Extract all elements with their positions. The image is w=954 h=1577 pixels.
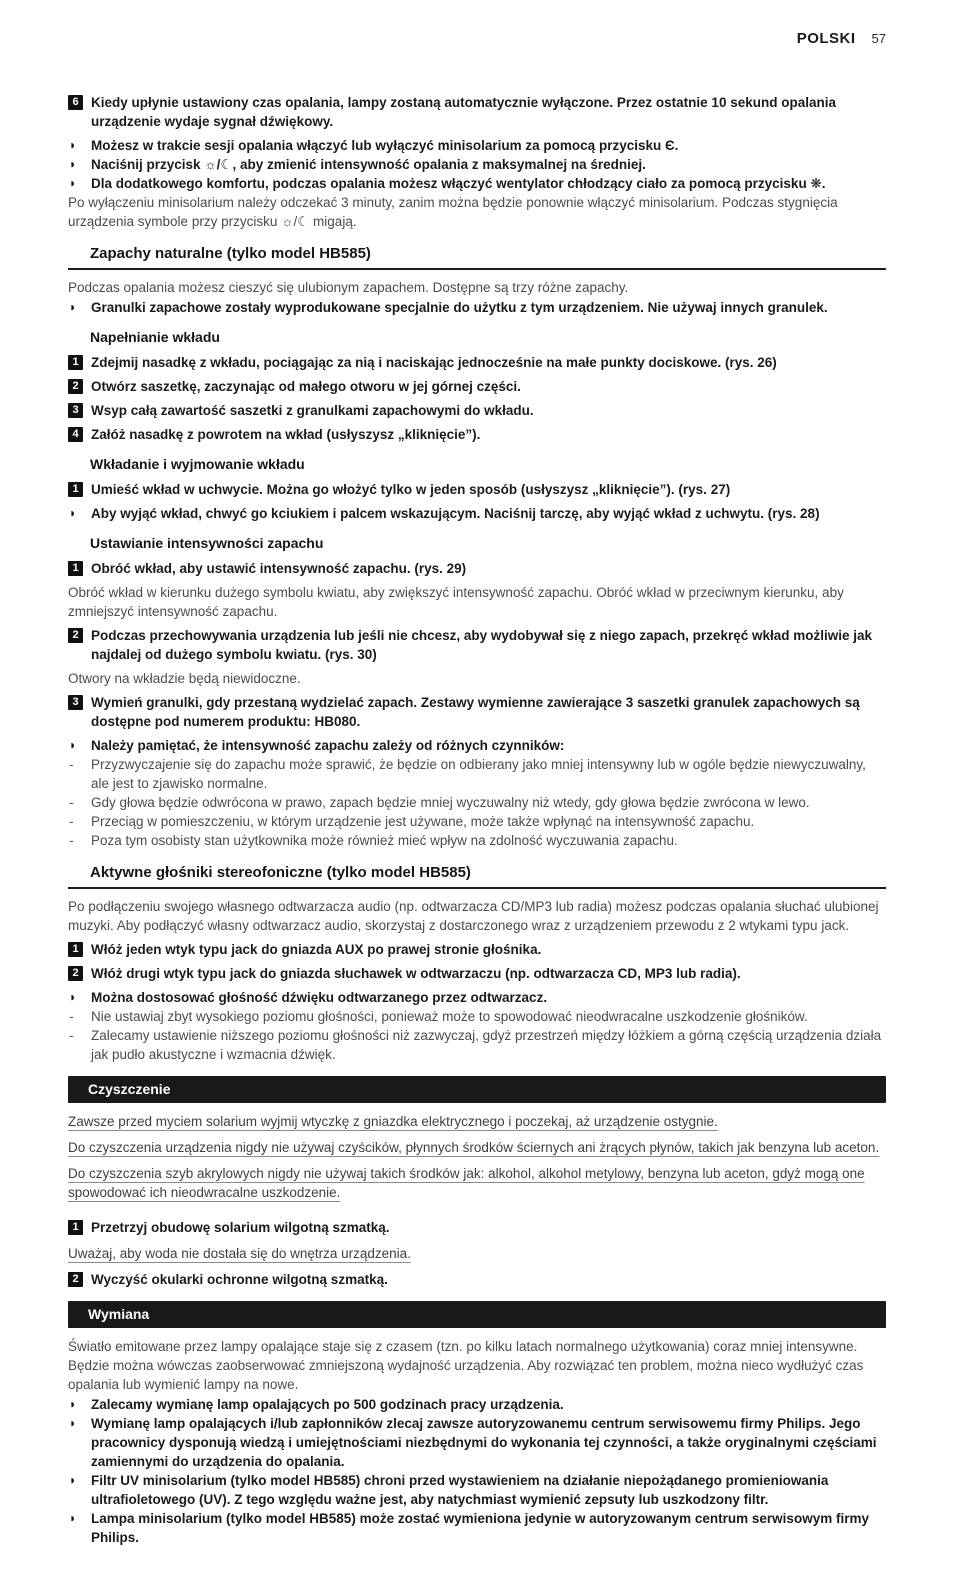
dash-icon: - xyxy=(69,1028,74,1043)
instruction-step xyxy=(68,480,886,499)
spacer xyxy=(68,1209,886,1213)
bullet-icon: ◗ xyxy=(69,138,77,152)
bullet-icon: ◗ xyxy=(69,157,77,171)
sub-heading: Wkładanie i wyjmowanie wkładu xyxy=(90,456,305,472)
step-number-badge: 6 xyxy=(68,95,83,110)
section-bar-heading: Wymiana xyxy=(68,1301,886,1328)
dash-icon: - xyxy=(69,1009,74,1024)
step-number-badge: 3 xyxy=(68,403,83,418)
bullet-text: Można dostosować głośność dźwięku odtwarzanego przez odtwarzacz. xyxy=(91,990,548,1005)
note-bullet xyxy=(68,1509,886,1547)
dash-item xyxy=(68,1026,886,1064)
bullet-icon: ◗ xyxy=(69,1397,77,1411)
body-paragraph: Po podłączeniu swojego własnego odtwarzacza audio (np. odtwarzacza CD/MP3 lub radia) możesz podczas opalania słuchać ulubionej muzyki. Aby podłączyć własny odtwarzacz audio, skorzystaj z dostarczonego wraz z urządzeniem przewodu z 2 wtykami typu jack. xyxy=(68,899,879,933)
step-text: Wsyp całą zawartość saszetki z granulkami zapachowymi do wkładu. xyxy=(91,403,534,418)
step-number-badge: 1 xyxy=(68,942,83,957)
bullet-icon: ◗ xyxy=(69,506,77,520)
bullet-text: Filtr UV minisolarium (tylko model HB585) chroni przed wystawieniem na działanie niepożądanego promieniowania ultrafioletowego (UV). Z tego względu ważne jest, aby natychmiast wymienić zepsuty lub uszkodzony filtr. xyxy=(91,1473,829,1507)
step-number-badge: 1 xyxy=(68,355,83,370)
bullet-text: Granulki zapachowe zostały wyprodukowane specjalnie do użytku z tym urządzeniem. Nie używaj innych granulek. xyxy=(91,300,828,315)
step-number-badge: 2 xyxy=(68,628,83,643)
bullet-text: Dla dodatkowego komfortu, podczas opalania możesz włączyć wentylator chłodzący ciało za pomocą przycisku ❋. xyxy=(91,176,826,191)
warning-text: Uważaj, aby woda nie dostała się do wnętrza urządzenia. xyxy=(68,1246,411,1261)
instruction-step xyxy=(68,1218,886,1237)
section-heading: Aktywne głośniki stereofoniczne (tylko model HB585) xyxy=(68,864,886,889)
instruction-step xyxy=(68,559,886,578)
bullet-icon: ◗ xyxy=(69,300,77,314)
body-paragraph: Otwory na wkładzie będą niewidoczne. xyxy=(68,671,301,686)
dash-icon: - xyxy=(69,833,74,848)
body-paragraph: Światło emitowane przez lampy opalające staje się z czasem (tzn. po kilku latach normalnego użytkowania) coraz mniej intensywne. Będzie można wówczas zaobserwować zmniejszoną wydajność urządzenia. Aby rozwiązać ten problem, można nieco wydłużyć czas opalania lub wymienić lampy na nowe. xyxy=(68,1339,864,1392)
bullet-text: Aby wyjąć wkład, chwyć go kciukiem i palcem wskazującym. Naciśnij tarczę, aby wyjąć wkład z uchwytu. (rys. 28) xyxy=(91,506,820,521)
language-label: POLSKI xyxy=(796,30,856,47)
note-bullet xyxy=(68,988,886,1007)
sub-heading: Ustawianie intensywności zapachu xyxy=(90,535,324,551)
instruction-step xyxy=(68,964,886,983)
step-number-badge: 3 xyxy=(68,695,83,710)
step-text: Obróć wkład, aby ustawić intensywność zapachu. (rys. 29) xyxy=(91,561,467,576)
step-text: Zdejmij nasadkę z wkładu, pociągając za nią i naciskając jednocześnie na małe punkty dociskowe. (rys. 26) xyxy=(91,355,777,370)
dash-icon: - xyxy=(69,757,74,772)
note-bullet xyxy=(68,1395,886,1414)
step-text: Kiedy upłynie ustawiony czas opalania, lampy zostaną automatycznie wyłączone. Przez ostatnie 10 sekund opalania urządzenie wydaje sygnał dźwiękowy. xyxy=(91,95,836,129)
step-text: Umieść wkład w uchwycie. Można go włożyć tylko w jeden sposób (usłyszysz „kliknięcie”). (rys. 27) xyxy=(91,482,731,497)
dash-text: Poza tym osobisty stan użytkownika może również mieć wpływ na zdolność wyczuwania zapachu. xyxy=(91,833,678,848)
step-text: Przetrzyj obudowę solarium wilgotną szmatką. xyxy=(91,1220,390,1235)
step-number-badge: 1 xyxy=(68,1220,83,1235)
step-number-badge: 1 xyxy=(68,561,83,576)
page-number: 57 xyxy=(871,31,886,46)
bullet-text: Wymianę lamp opalających i/lub zapłonników zlecaj zawsze autoryzowanemu centrum serwisowemu firmy Philips. Jego pracownicy dysponują wiedzą i umiejętnościami niezbędnymi do wykonania tej czynności, a także oryginalnymi częściami zamiennymi do urządzenia do opalania. xyxy=(91,1416,877,1469)
dash-text: Zalecamy ustawienie niższego poziomu głośności niż zazwyczaj, gdyż przestrzeń między łóżkiem a górną częścią urządzenia działa jak pudło akustyczne i wzmacnia dźwięk. xyxy=(91,1028,882,1062)
dash-item xyxy=(68,793,886,812)
note-bullet xyxy=(68,1414,886,1471)
note-bullet xyxy=(68,174,886,193)
note-bullet xyxy=(68,136,886,155)
dash-item xyxy=(68,1007,886,1026)
step-text: Wymień granulki, gdy przestaną wydzielać zapach. Zestawy wymienne zawierające 3 saszetki granulek zapachowych są dostępne pod numerem produktu: HB080. xyxy=(91,695,860,729)
dash-item xyxy=(68,755,886,793)
step-number-badge: 1 xyxy=(68,482,83,497)
step-text: Wyczyść okularki ochronne wilgotną szmatką. xyxy=(91,1272,388,1287)
dash-icon: - xyxy=(69,814,74,829)
body-paragraph: Obróć wkład w kierunku dużego symbolu kwiatu, aby zwiększyć intensywność zapachu. Obróć wkład w przeciwnym kierunku, aby zmniejszyć intensywność zapachu. xyxy=(68,585,844,619)
step-number-badge: 2 xyxy=(68,966,83,981)
page-header xyxy=(797,30,886,47)
step-text: Włóż drugi wtyk typu jack do gniazda słuchawek w odtwarzaczu (np. odtwarzacza CD, MP3 lub radia). xyxy=(91,966,741,981)
sub-heading: Napełnianie wkładu xyxy=(90,329,220,345)
dash-icon: - xyxy=(69,795,74,810)
note-bullet xyxy=(68,1471,886,1509)
instruction-step xyxy=(68,693,886,731)
instruction-step xyxy=(68,425,886,444)
dash-text: Nie ustawiaj zbyt wysokiego poziomu głośności, ponieważ może to spowodować nieodwracalne uszkodzenie głośników. xyxy=(91,1009,808,1024)
warning-text: Zawsze przed myciem solarium wyjmij wtyczkę z gniazdka elektrycznego i poczekaj, aż urządzenie ostygnie. xyxy=(68,1114,718,1129)
bullet-icon: ◗ xyxy=(69,1416,77,1430)
bullet-text: Zalecamy wymianę lamp opalających po 500 godzinach pracy urządzenia. xyxy=(91,1397,564,1412)
bullet-icon: ◗ xyxy=(69,1473,77,1487)
note-bullet xyxy=(68,736,886,755)
bullet-text: Należy pamiętać, że intensywność zapachu zależy od różnych czynników: xyxy=(91,738,565,753)
section-bar-heading: Czyszczenie xyxy=(68,1076,886,1103)
instruction-step xyxy=(68,93,886,131)
dash-text: Przyzwyczajenie się do zapachu może sprawić, że będzie on odbierany jako mniej intensywny lub w ogóle będzie niewyczuwalny, ale jest to zjawisko normalne. xyxy=(91,757,866,791)
instruction-step xyxy=(68,626,886,664)
instruction-step xyxy=(68,1270,886,1289)
dash-text: Przeciąg w pomieszczeniu, w którym urządzenie jest używane, może także wpłynąć na intensywność zapachu. xyxy=(91,814,755,829)
bullet-icon: ◗ xyxy=(69,1511,77,1525)
bullet-text: Lampa minisolarium (tylko model HB585) może zostać wymieniona jedynie w autoryzowanym centrum serwisowym firmy Philips. xyxy=(91,1511,869,1545)
bullet-icon: ◗ xyxy=(69,990,77,1004)
warning-text: Do czyszczenia szyb akrylowych nigdy nie używaj takich środków jak: alkohol, alkohol metylowy, benzyna lub aceton, gdyż mogą one spowodować ich nieodwracalne uszkodzenie. xyxy=(68,1166,865,1200)
note-bullet xyxy=(68,298,886,317)
step-number-badge: 2 xyxy=(68,1272,83,1287)
dash-item xyxy=(68,812,886,831)
bullet-icon: ◗ xyxy=(69,738,77,752)
body-paragraph: Podczas opalania możesz cieszyć się ulubionym zapachem. Dostępne są trzy różne zapachy. xyxy=(68,280,629,295)
instruction-step xyxy=(68,353,886,372)
dash-text: Gdy głowa będzie odwrócona w prawo, zapach będzie mniej wyczuwalny niż wtedy, gdy głowa będzie zwrócona w lewo. xyxy=(91,795,810,810)
instruction-step xyxy=(68,940,886,959)
bullet-icon: ◗ xyxy=(69,176,77,190)
bullet-text: Naciśnij przycisk ☼/☾, aby zmienić intensywność opalania z maksymalnej na średniej. xyxy=(91,157,646,172)
bullet-text: Możesz w trakcie sesji opalania włączyć lub wyłączyć minisolarium za pomocą przycisku Є. xyxy=(91,138,679,153)
instruction-step xyxy=(68,401,886,420)
body-paragraph: Po wyłączeniu minisolarium należy odczekać 3 minuty, zanim można będzie ponownie włączyć minisolarium. Podczas stygnięcia urządzenia symbole przy przycisku ☼/☾ migają. xyxy=(68,195,838,229)
step-number-badge: 2 xyxy=(68,379,83,394)
section-heading: Zapachy naturalne (tylko model HB585) xyxy=(68,245,886,270)
step-text: Otwórz saszetkę, zaczynając od małego otworu w jej górnej części. xyxy=(91,379,521,394)
dash-item xyxy=(68,831,886,850)
step-text: Załóż nasadkę z powrotem na wkład (usłyszysz „kliknięcie”). xyxy=(91,427,481,442)
warning-text: Do czyszczenia urządzenia nigdy nie używaj czyścików, płynnych środków ściernych ani żrących płynów, takich jak benzyna lub aceton. xyxy=(68,1140,880,1155)
instruction-step xyxy=(68,377,886,396)
note-bullet xyxy=(68,155,886,174)
step-text: Podczas przechowywania urządzenia lub jeśli nie chcesz, aby wydobywał się z niego zapach, przekręć wkład możliwie jak najdalej od dużego symbolu kwiatu. (rys. 30) xyxy=(91,628,873,662)
step-number-badge: 4 xyxy=(68,427,83,442)
note-bullet xyxy=(68,504,886,523)
step-text: Włóż jeden wtyk typu jack do gniazda AUX po prawej stronie głośnika. xyxy=(91,942,542,957)
